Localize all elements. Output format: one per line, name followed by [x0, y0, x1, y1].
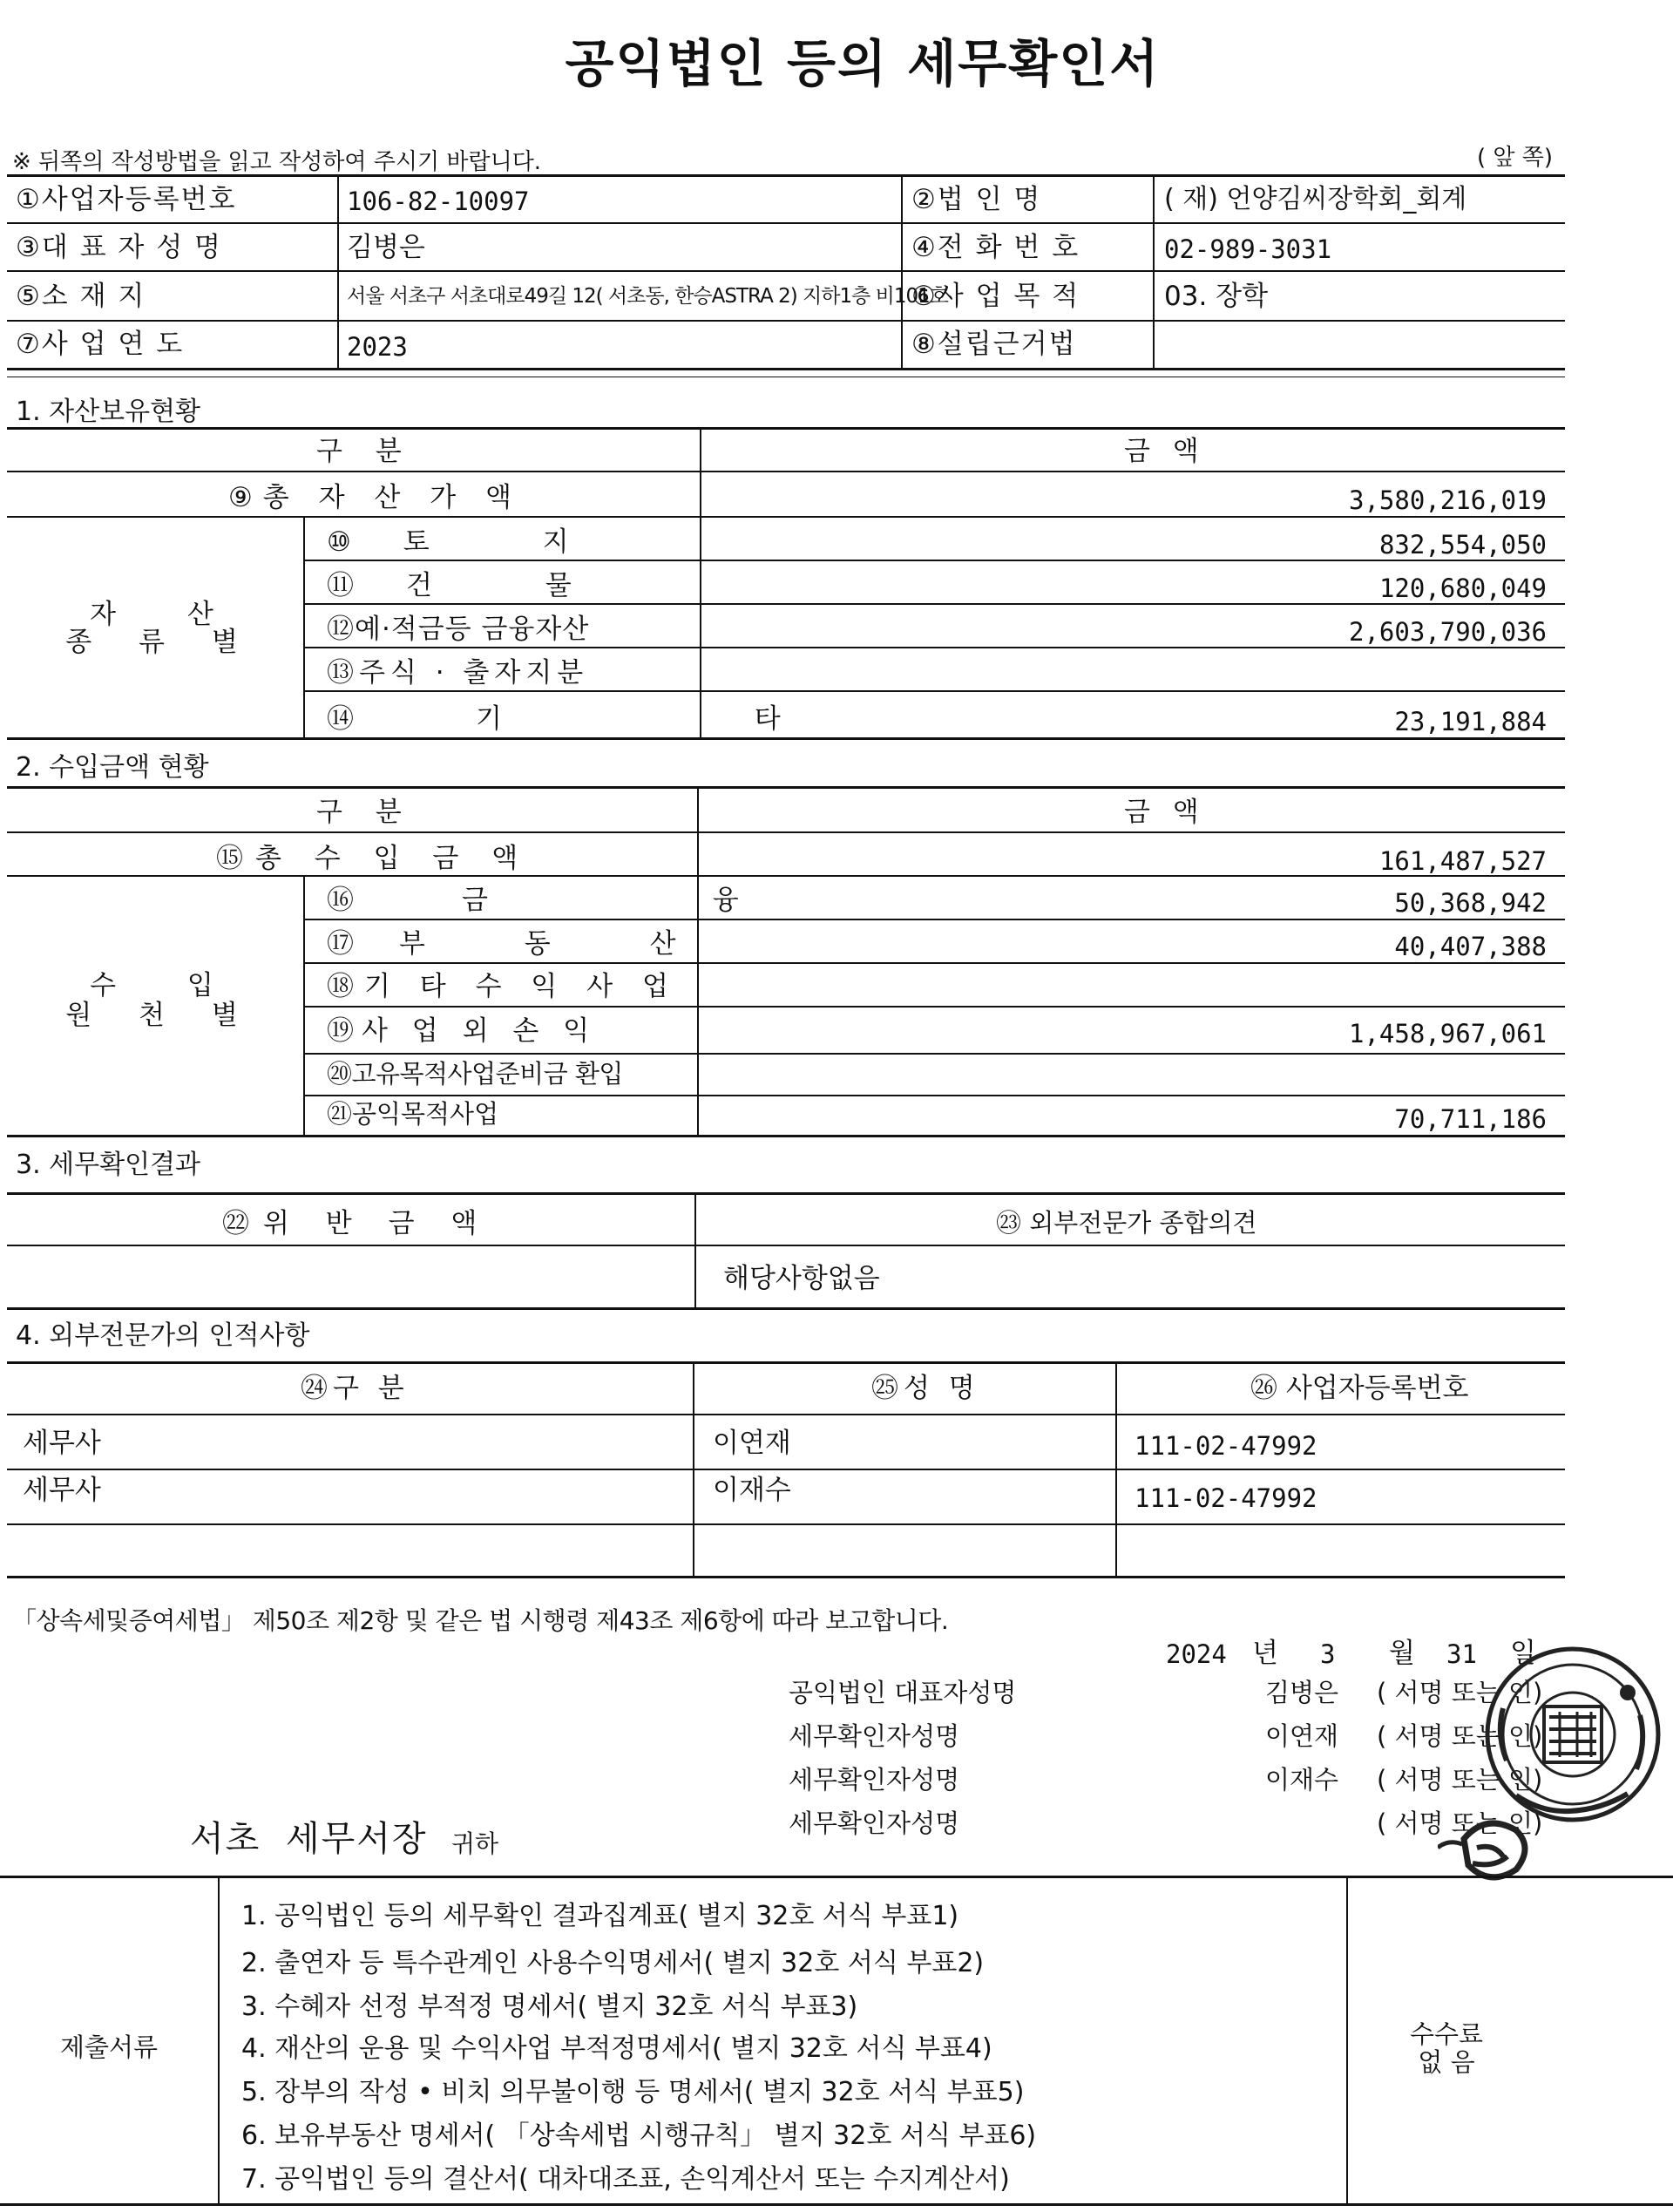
signer-sign-field[interactable]: ( 서명 또는 인)	[1377, 1721, 1543, 1751]
signer-sign-field[interactable]: ( 서명 또는 인)	[1377, 1808, 1543, 1838]
experts-col-name: ㉕성 명	[871, 1373, 980, 1404]
assets-col-category: 구 분	[316, 436, 414, 467]
assets-section-title: 1. 자산보유현황	[16, 397, 201, 427]
attachment-item: 3. 수혜자 선정 부적정 명세서( 별지 32호 서식 부표3)	[241, 1991, 858, 2022]
assets-group-label-1: 자 산	[90, 599, 245, 630]
asset-row-value: 832,554,050	[1378, 530, 1547, 560]
income-group-label-1: 수 입	[90, 970, 245, 1001]
phone-label: ④전 화 번 호	[911, 232, 1080, 263]
income-section-title: 2. 수입금액 현황	[16, 752, 209, 783]
signer-role: 공익법인 대표자성명	[789, 1678, 1017, 1707]
date-year-unit: 년	[1252, 1638, 1278, 1669]
asset-row-label: ⑪건 물	[327, 570, 624, 601]
attachment-item: 4. 재산의 운용 및 수익사업 부적정명세서( 별지 32호 서식 부표4)	[241, 2033, 992, 2064]
income-total-label: ⑮총 수 입 금 액	[216, 843, 531, 874]
signer-role: 세무확인자성명	[789, 1765, 960, 1795]
income-total-value: 161,487,527	[1378, 846, 1547, 876]
income-col-category: 구 분	[316, 797, 414, 828]
notice-text: ※ 뒤쪽의 작성방법을 읽고 작성하여 주시기 바랍니다.	[12, 149, 542, 175]
expert-name: 이연재	[713, 1428, 791, 1459]
income-row-value: 1,458,967,061	[1349, 1019, 1547, 1048]
experts-col-reg: ㉖ 사업자등록번호	[1250, 1373, 1469, 1404]
date-day: 31	[1446, 1639, 1477, 1669]
fee-label: 수수료	[1409, 2019, 1484, 2049]
signer-role: 세무확인자성명	[789, 1808, 960, 1838]
expert-reg: 111-02-47992	[1135, 1431, 1317, 1461]
signer-name: 이재수	[1265, 1765, 1339, 1795]
income-row-label: ⑯금 융	[327, 885, 847, 916]
income-group-label-2: 원 천 별	[65, 1000, 257, 1031]
address-value: 서울 서초구 서초대로49길 12( 서초동, 한승ASTRA 2) 지하1층 비101호	[347, 285, 948, 308]
income-row-label: ㉑공익목적사업	[327, 1099, 499, 1129]
seal-stamp	[1438, 1630, 1673, 1926]
income-row-value: 40,407,388	[1394, 932, 1547, 961]
expert-type: 세무사	[23, 1428, 101, 1459]
address-label: ⑤소 재 지	[16, 281, 146, 312]
signer-sign-field[interactable]: ( 서명 또는 인)	[1377, 1765, 1543, 1795]
income-row-label: ⑱기 타 수 익 사 업	[327, 971, 679, 1002]
purpose-value: 03. 장학	[1164, 281, 1269, 312]
expert-type: 세무사	[23, 1475, 101, 1506]
attachment-item: 2. 출연자 등 특수관계인 사용수익명세서( 별지 32호 서식 부표2)	[241, 1948, 985, 1978]
recipient-suffix: 귀하	[451, 1829, 499, 1858]
income-col-amount: 금 액	[1124, 797, 1206, 828]
expert-name: 이재수	[713, 1475, 791, 1506]
experts-col-type: ㉔구 분	[301, 1373, 410, 1404]
declaration-text: 「상속세및증여세법」 제50조 제2항 및 같은 법 시행령 제43조 제6항에 따라 보고합니다.	[12, 1606, 949, 1635]
fee-value: 없 음	[1418, 2047, 1475, 2077]
attachment-item: 5. 장부의 작성 • 비치 의무불이행 등 명세서( 별지 32호 서식 부표5)	[241, 2077, 1025, 2107]
signer-sign-field[interactable]: ( 서명 또는 인)	[1377, 1678, 1543, 1707]
asset-row-label: ⑬주식 · 출자지분	[327, 657, 589, 689]
recipient-office: 서초 세무서장	[190, 1819, 428, 1859]
assets-group-label-2: 종 류 별	[65, 627, 257, 658]
year-value: 2023	[347, 332, 408, 362]
income-row-label: ⑳고유목적사업준비금 환입	[327, 1059, 623, 1089]
assets-total-value: 3,580,216,019	[1349, 485, 1547, 515]
asset-row-label: ⑫예·적금등 금융자산	[327, 614, 590, 645]
law-label: ⑧설립근거법	[911, 329, 1077, 360]
rep-value: 김병은	[347, 232, 425, 263]
purpose-label: ⑥사 업 목 적	[911, 281, 1080, 312]
attachment-item: 1. 공익법인 등의 세무확인 결과집계표( 별지 32호 서식 부표1)	[241, 1901, 959, 1931]
asset-row-value: 23,191,884	[1394, 707, 1547, 736]
signer-name: 이연재	[1265, 1721, 1339, 1751]
income-row-label: ⑲사 업 외 손 익	[327, 1015, 598, 1047]
page-title: 공익법인 등의 세무확인서	[565, 34, 1161, 93]
phone-value: 02-989-3031	[1164, 234, 1332, 264]
assets-col-amount: 금 액	[1124, 436, 1206, 467]
experts-section-title: 4. 외부전문가의 인적사항	[16, 1320, 310, 1351]
result-section-title: 3. 세무확인결과	[16, 1150, 201, 1180]
year-label: ⑦사 업 연 도	[16, 329, 185, 360]
asset-row-value: 120,680,049	[1378, 573, 1547, 603]
date-day-unit: 일	[1510, 1638, 1536, 1669]
violation-col-label: ㉒위 반 금 액	[222, 1208, 491, 1239]
date-year: 2024	[1166, 1639, 1227, 1669]
reg-no-value: 106-82-10097	[347, 187, 530, 216]
attachments-label: 제출서류	[59, 2032, 159, 2062]
asset-row-label: ⑭기 타	[327, 703, 903, 735]
attachment-item: 7. 공익법인 등의 결산서( 대차대조표, 손익계산서 또는 수지계산서)	[241, 2164, 1010, 2195]
page-side-label: ( 앞 쪽)	[1477, 145, 1554, 171]
expert-reg: 111-02-47992	[1135, 1483, 1317, 1513]
date-month: 3	[1320, 1639, 1336, 1669]
date-month-unit: 월	[1389, 1638, 1415, 1669]
asset-row-label: ⑩토 지	[327, 526, 621, 558]
income-row-value: 50,368,942	[1394, 888, 1547, 918]
attachment-item: 6. 보유부동산 명세서( 「상속세법 시행규칙」 별지 32호 서식 부표6)	[241, 2120, 1037, 2151]
signer-name: 김병은	[1265, 1678, 1339, 1707]
corp-name-label: ②법 인 명	[911, 184, 1042, 215]
opinion-col-label: ㉓ 외부전문가 종합의견	[996, 1208, 1257, 1238]
assets-total-label: ⑨총 자 산 가 액	[228, 482, 522, 513]
income-row-label: ⑰부 동 산	[327, 928, 721, 960]
asset-row-value: 2,603,790,036	[1349, 617, 1547, 647]
signer-role: 세무확인자성명	[789, 1721, 960, 1751]
rep-label: ③대 표 자 성 명	[16, 232, 222, 263]
income-row-value: 70,711,186	[1394, 1104, 1547, 1134]
opinion-value: 해당사항없음	[723, 1263, 880, 1294]
corp-name-value: ( 재) 언양김씨장학회_회계	[1164, 184, 1467, 214]
reg-no-label: ①사업자등록번호	[16, 184, 237, 215]
